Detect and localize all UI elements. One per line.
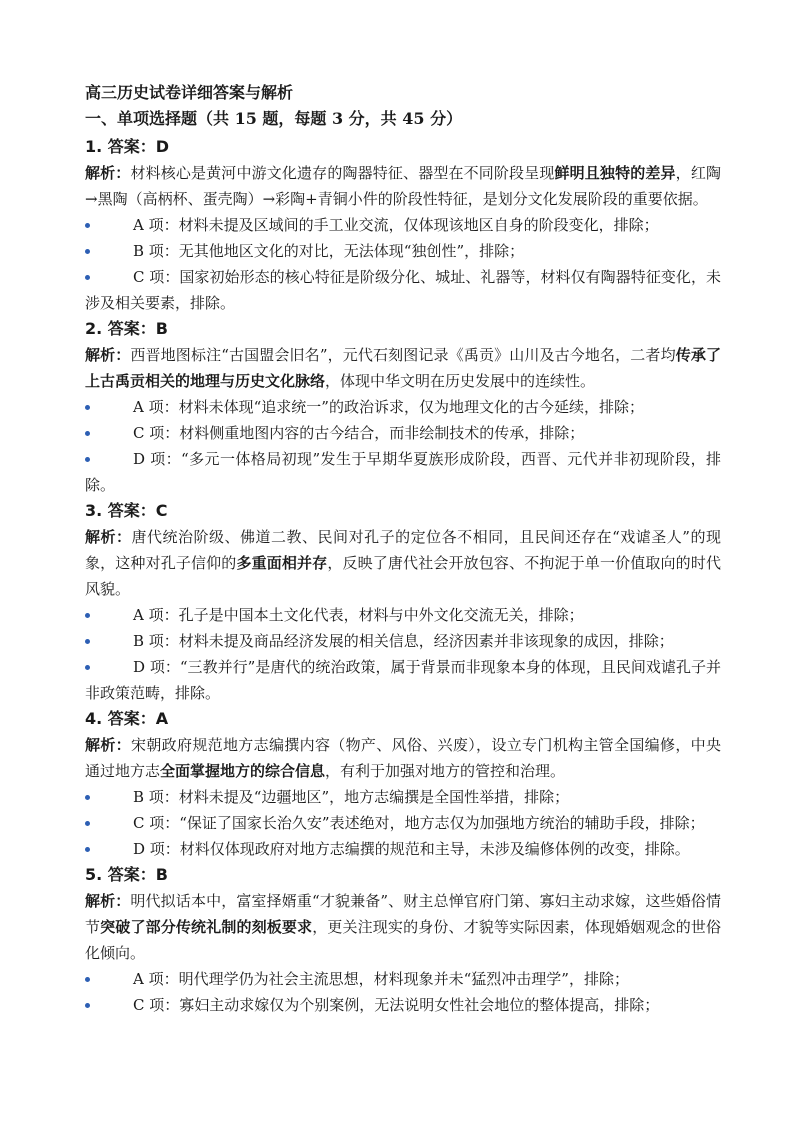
analysis-label: 解析： xyxy=(85,346,131,364)
answer-heading: 3. 答案：C xyxy=(85,501,168,520)
analysis-text: 明代拟话本中，富室择婿重“才貌兼备”、财主总惮官府门第、寡妇主动求嫁，这些婚俗情节 xyxy=(85,892,721,936)
option-text: A 项：材料未体现“追求统一”的政治诉求，仅为地理文化的古今延续，排除； xyxy=(133,398,644,416)
analysis-text: ，红陶→黑陶（高柄杯、蛋壳陶）→彩陶+青铜小件的阶段性特征，是划分文化发展阶段的重要依据。 xyxy=(85,164,721,208)
option-text: A 项：孔子是中国本土文化代表，材料与中外文化交流无关，排除； xyxy=(133,606,584,624)
bullet-icon xyxy=(85,1003,90,1008)
option-explanation xyxy=(85,238,721,264)
answer-heading: 1. 答案：D xyxy=(85,137,170,156)
bullet-icon xyxy=(85,639,90,644)
analysis-label: 解析： xyxy=(85,528,132,546)
option-text: B 项：材料未提及“边疆地区”，地方志编撰是全国性举措，排除； xyxy=(133,788,570,806)
option-explanation xyxy=(85,810,721,836)
option-text: A 项：明代理学仍为社会主流思想，材料现象并未“猛烈冲击理学”，排除； xyxy=(133,970,629,988)
highlight-text: 多重面相并存 xyxy=(236,554,328,572)
option-text: D 项：“三教并行”是唐代的统治政策，属于背景而非现象本身的体现，且民间戏谑孔子并非政策范畴，排除。 xyxy=(85,658,721,702)
answer-sheet xyxy=(85,80,721,1018)
analysis-text: 材料核心是黄河中游文化遗存的陶器特征、器型在不同阶段呈现 xyxy=(130,164,555,182)
option-explanation xyxy=(85,420,721,446)
analysis-paragraph xyxy=(85,524,721,602)
option-explanation xyxy=(85,992,721,1018)
option-explanation xyxy=(85,628,721,654)
option-explanation xyxy=(85,966,721,992)
analysis-paragraph xyxy=(85,732,721,784)
question-block xyxy=(85,862,721,1018)
option-text: D 项：材料仅体现政府对地方志编撰的规范和主导，未涉及编修体例的改变，排除。 xyxy=(133,840,690,858)
question-block xyxy=(85,316,721,498)
bullet-icon xyxy=(85,431,90,436)
bullet-icon xyxy=(85,977,90,982)
bullet-icon xyxy=(85,457,90,462)
answer-heading: 2. 答案：B xyxy=(85,319,168,338)
answer-heading: 5. 答案：B xyxy=(85,865,168,884)
bullet-icon xyxy=(85,613,90,618)
bullet-icon xyxy=(85,275,90,280)
analysis-paragraph xyxy=(85,160,721,212)
bullet-icon xyxy=(85,665,90,670)
bullet-icon xyxy=(85,405,90,410)
analysis-paragraph xyxy=(85,342,721,394)
analysis-text: ，反映了唐代社会开放包容、不拘泥于单一价值取向的时代风貌。 xyxy=(85,554,721,598)
option-text: B 项：材料未提及商品经济发展的相关信息，经济因素并非该现象的成因，排除； xyxy=(133,632,674,650)
section-heading: 一、单项选择题（共 15 题，每题 3 分，共 45 分） xyxy=(85,109,463,128)
option-explanation xyxy=(85,446,721,498)
answer-heading: 4. 答案：A xyxy=(85,709,169,728)
option-explanation xyxy=(85,654,721,706)
analysis-text: 西晋地图标注“古国盟会旧名”，元代石刻图记录《禹贡》山川及古今地名，二者均 xyxy=(130,346,676,364)
option-text: A 项：材料未提及区域间的手工业交流，仅体现该地区自身的阶段变化，排除； xyxy=(133,216,659,234)
analysis-text: ，有利于加强对地方的管控和治理。 xyxy=(325,762,566,780)
analysis-text: 宋朝政府规范地方志编撰内容（物产、风俗、兴废），设立专门机构主管全国编修，中央通过地方志 xyxy=(85,736,721,780)
highlight-text: 突破了部分传统礼制的刻板要求 xyxy=(100,918,313,936)
highlight-text: 全面掌握地方的综合信息 xyxy=(160,762,326,780)
analysis-text: ，更关注现实的身份、才貌等实际因素，体现婚姻观念的世俗化倾向。 xyxy=(85,918,721,962)
analysis-label: 解析： xyxy=(85,892,131,910)
highlight-text: 鲜明且独特的差异 xyxy=(554,164,676,182)
option-explanation xyxy=(85,836,721,862)
question-block xyxy=(85,498,721,706)
analysis-label: 解析： xyxy=(85,736,131,754)
option-explanation xyxy=(85,212,721,238)
document-title: 高三历史试卷详细答案与解析 xyxy=(85,83,294,102)
analysis-text: 唐代统治阶级、佛道二教、民间对孔子的定位各不相同，且民间还存在“戏谑圣人”的现象，这种对孔子信仰的 xyxy=(85,528,721,572)
bullet-icon xyxy=(85,847,90,852)
option-text: C 项：“保证了国家长治久安”表述绝对，地方志仅为加强地方统治的辅助手段，排除； xyxy=(133,814,705,832)
option-text: C 项：国家初始形态的核心特征是阶级分化、城址、礼器等，材料仅有陶器特征变化，未涉及相关要素，排除。 xyxy=(85,268,721,312)
question-list xyxy=(85,134,721,1018)
bullet-icon xyxy=(85,249,90,254)
bullet-icon xyxy=(85,223,90,228)
option-explanation xyxy=(85,264,721,316)
bullet-icon xyxy=(85,821,90,826)
analysis-paragraph xyxy=(85,888,721,966)
option-explanation xyxy=(85,602,721,628)
analysis-label: 解析： xyxy=(85,164,131,182)
question-block xyxy=(85,134,721,316)
bullet-icon xyxy=(85,795,90,800)
question-block xyxy=(85,706,721,862)
option-text: C 项：寡妇主动求嫁仅为个别案例，无法说明女性社会地位的整体提高，排除； xyxy=(133,996,660,1014)
option-text: C 项：材料侧重地图内容的古今结合，而非绘制技术的传承，排除； xyxy=(133,424,585,442)
option-explanation xyxy=(85,784,721,810)
highlight-text: 传承了上古禹贡相关的地理与历史文化脉络 xyxy=(85,346,721,390)
analysis-text: ，体现中华文明在历史发展中的连续性。 xyxy=(325,372,596,390)
option-text: B 项：无其他地区文化的对比，无法体现“独创性”，排除； xyxy=(133,242,525,260)
option-explanation xyxy=(85,394,721,420)
option-text: D 项：“多元一体格局初现”发生于早期华夏族形成阶段，西晋、元代并非初现阶段，排除。 xyxy=(85,450,721,494)
